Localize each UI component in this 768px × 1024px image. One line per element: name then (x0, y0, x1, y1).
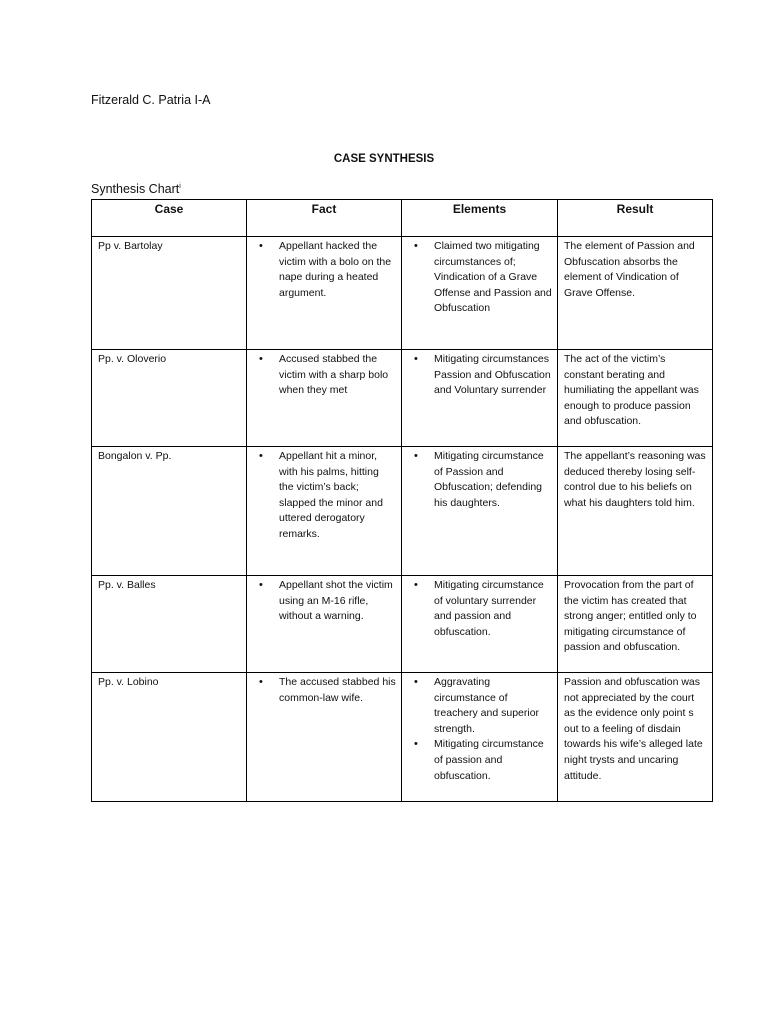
elements-cell (402, 447, 558, 576)
table-row (92, 237, 713, 350)
bullet-icon: • (414, 450, 418, 462)
elements-cell (402, 673, 558, 802)
list-item (253, 675, 396, 706)
list-item (253, 352, 396, 399)
bullet-icon: • (259, 579, 263, 591)
table-header-row (92, 200, 713, 237)
elements-cell (402, 350, 558, 447)
list-item (253, 449, 396, 543)
fact-text: Accused stabbed the victim with a sharp bolo when they met (279, 353, 389, 397)
fact-text: The accused stabbed his common-law wife. (279, 676, 396, 704)
bullet-icon: • (414, 353, 418, 365)
list-item (408, 737, 552, 784)
result-cell: The appellant’s reasoning was deduced thereby losing self-control due to his beliefs on what his daughters told him. (558, 447, 713, 576)
fact-text: Appellant shot the victim using an M-16 rifle, without a warning. (279, 579, 393, 623)
element-text: Mitigating circumstance of voluntary surrender and passion and obfuscation. (434, 579, 544, 638)
elements-list (408, 352, 552, 399)
result-cell: The act of the victim’s constant berating and humiliating the appellant was enough to produce passion and obfuscation. (558, 350, 713, 447)
case-cell: Pp v. Bartolay (92, 237, 247, 350)
table-row (92, 576, 713, 673)
fact-text: Appellant hit a minor, with his palms, hitting the victim’s back; slapped the minor and uttered derogatory remarks. (279, 450, 383, 540)
list-item (408, 449, 552, 511)
list-item (408, 675, 552, 737)
bullet-icon: • (414, 240, 418, 252)
chart-label-text: Synthesis Chart (91, 182, 180, 196)
fact-cell (247, 447, 402, 576)
fact-cell (247, 576, 402, 673)
list-item (408, 352, 552, 399)
case-cell: Pp. v. Oloverio (92, 350, 247, 447)
element-text: Mitigating circumstance of Passion and Obfuscation; defending his daughters. (434, 450, 544, 509)
element-text: Mitigating circumstances Passion and Obfuscation and Voluntary surrender (434, 353, 551, 397)
column-header-result: Result (558, 200, 713, 237)
bullet-icon: • (414, 738, 418, 751)
table-row (92, 447, 713, 576)
bullet-icon: • (259, 676, 263, 688)
case-cell: Bongalon v. Pp. (92, 447, 247, 576)
author-line: Fitzerald C. Patria I-A (91, 93, 211, 107)
column-header-fact: Fact (247, 200, 402, 237)
synthesis-table (91, 199, 713, 802)
bullet-icon: • (414, 676, 418, 688)
fact-list (253, 239, 396, 301)
table-row (92, 350, 713, 447)
list-item (408, 578, 552, 640)
element-text: Mitigating circumstance of passion and obfuscation. (434, 738, 544, 782)
bullet-icon: • (414, 579, 418, 591)
elements-list (408, 239, 552, 317)
list-item (253, 239, 396, 301)
result-cell: Passion and obfuscation was not appreciated by the court as the evidence only point s out to a feeling of disdain towards his wife’s alleged late night trysts and uncaring attitude. (558, 673, 713, 802)
fact-cell (247, 350, 402, 447)
elements-list (408, 675, 552, 784)
bullet-icon: • (259, 240, 263, 252)
fact-list (253, 578, 396, 625)
fact-cell (247, 673, 402, 802)
bullet-icon: • (259, 353, 263, 365)
column-header-case: Case (92, 200, 247, 237)
list-item (408, 239, 552, 317)
element-text: Claimed two mitigating circumstances of; Vindication of a Grave Offense and Passion and Obfuscation (434, 240, 552, 315)
elements-list (408, 578, 552, 640)
fact-cell (247, 237, 402, 350)
list-item (253, 578, 396, 625)
elements-cell (402, 237, 558, 350)
fact-list (253, 449, 396, 543)
document-title: CASE SYNTHESIS (333, 153, 435, 165)
fact-list (253, 675, 396, 706)
table-row (92, 673, 713, 802)
element-text: Aggravating circumstance of treachery and superior strength. (434, 676, 540, 735)
column-header-elements: Elements (402, 200, 558, 237)
fact-text: Appellant hacked the victim with a bolo on the nape during a heated argument. (279, 240, 392, 299)
fact-list (253, 352, 396, 399)
bullet-icon: • (259, 450, 263, 462)
result-cell: The element of Passion and Obfuscation absorbs the element of Vindication of Grave Offense. (558, 237, 713, 350)
elements-list (408, 449, 552, 511)
footnote-marker: i (179, 182, 181, 190)
elements-cell (402, 576, 558, 673)
case-cell: Pp. v. Balles (92, 576, 247, 673)
chart-label (91, 182, 181, 196)
case-cell: Pp. v. Lobino (92, 673, 247, 802)
result-cell: Provocation from the part of the victim has created that strong anger; entitled only to mitigating circumstance of passion and obfuscation. (558, 576, 713, 673)
